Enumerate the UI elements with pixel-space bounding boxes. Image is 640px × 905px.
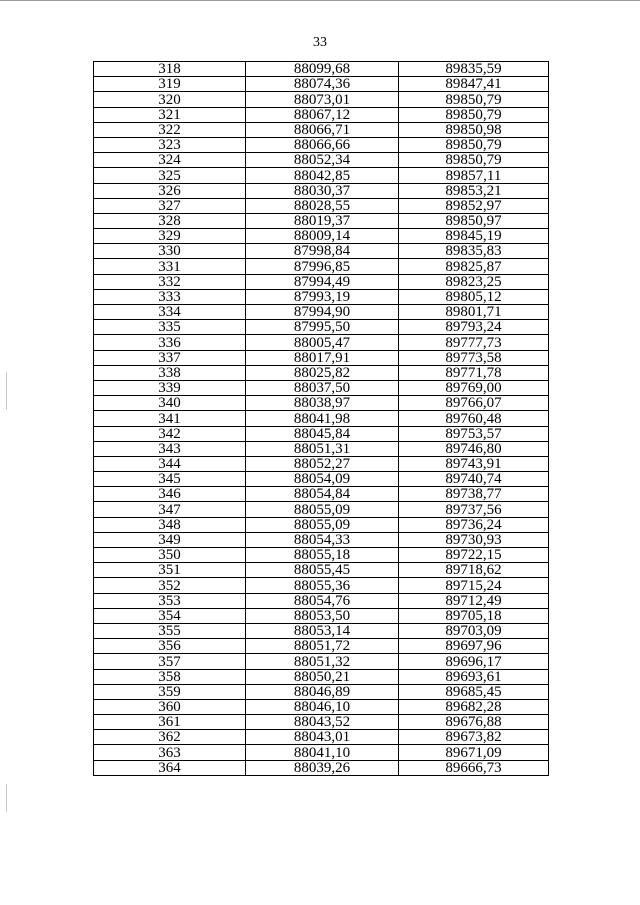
x-coordinate-cell: 88017,91 [246,350,399,365]
y-coordinate-cell: 89766,07 [399,396,549,411]
table-row [94,107,549,122]
y-coordinate-cell: 89718,62 [399,563,549,578]
y-coordinate-cell: 89743,91 [399,456,549,471]
point-number-cell: 335 [94,320,246,335]
y-coordinate-cell: 89853,21 [399,183,549,198]
point-number-cell: 355 [94,623,246,638]
point-number-cell: 333 [94,289,246,304]
table-row [94,760,549,775]
x-coordinate-cell: 88042,85 [246,168,399,183]
y-coordinate-cell: 89740,74 [399,472,549,487]
point-number-cell: 321 [94,107,246,122]
y-coordinate-cell: 89793,24 [399,320,549,335]
table-row [94,380,549,395]
point-number-cell: 331 [94,259,246,274]
point-number-cell: 327 [94,198,246,213]
y-coordinate-cell: 89746,80 [399,441,549,456]
x-coordinate-cell: 88038,97 [246,396,399,411]
y-coordinate-cell: 89850,79 [399,107,549,122]
x-coordinate-cell: 87998,84 [246,244,399,259]
table-row [94,548,549,563]
table-row [94,715,549,730]
coordinates-table [93,61,549,776]
point-number-cell: 336 [94,335,246,350]
y-coordinate-cell: 89850,79 [399,92,549,107]
table-row [94,259,549,274]
x-coordinate-cell: 88043,52 [246,715,399,730]
x-coordinate-cell: 88037,50 [246,380,399,395]
x-coordinate-cell: 88041,98 [246,411,399,426]
y-coordinate-cell: 89697,96 [399,639,549,654]
x-coordinate-cell: 88025,82 [246,365,399,380]
table-row [94,654,549,669]
y-coordinate-cell: 89850,79 [399,137,549,152]
x-coordinate-cell: 87994,49 [246,274,399,289]
point-number-cell: 328 [94,213,246,228]
table-row [94,396,549,411]
table-row [94,335,549,350]
y-coordinate-cell: 89769,00 [399,380,549,395]
table-row [94,411,549,426]
y-coordinate-cell: 89682,28 [399,699,549,714]
x-coordinate-cell: 88054,33 [246,532,399,547]
x-coordinate-cell: 88028,55 [246,198,399,213]
table-row [94,593,549,608]
table-row [94,213,549,228]
point-number-cell: 349 [94,532,246,547]
point-number-cell: 342 [94,426,246,441]
point-number-cell: 322 [94,122,246,137]
x-coordinate-cell: 88051,31 [246,441,399,456]
x-coordinate-cell: 88067,12 [246,107,399,122]
table-row [94,426,549,441]
x-coordinate-cell: 88066,66 [246,137,399,152]
x-coordinate-cell: 88051,72 [246,639,399,654]
point-number-cell: 359 [94,684,246,699]
y-coordinate-cell: 89823,25 [399,274,549,289]
table-row [94,502,549,517]
y-coordinate-cell: 89666,73 [399,760,549,775]
point-number-cell: 330 [94,244,246,259]
point-number-cell: 351 [94,563,246,578]
y-coordinate-cell: 89738,77 [399,487,549,502]
table-row [94,274,549,289]
y-coordinate-cell: 89777,73 [399,335,549,350]
y-coordinate-cell: 89705,18 [399,608,549,623]
y-coordinate-cell: 89845,19 [399,229,549,244]
x-coordinate-cell: 88055,09 [246,502,399,517]
point-number-cell: 329 [94,229,246,244]
x-coordinate-cell: 88054,76 [246,593,399,608]
point-number-cell: 356 [94,639,246,654]
point-number-cell: 354 [94,608,246,623]
table-row [94,639,549,654]
table-row [94,472,549,487]
table-row [94,456,549,471]
table-row [94,289,549,304]
point-number-cell: 332 [94,274,246,289]
table-row [94,699,549,714]
table-row [94,563,549,578]
table-row [94,320,549,335]
point-number-cell: 341 [94,411,246,426]
y-coordinate-cell: 89847,41 [399,77,549,92]
point-number-cell: 344 [94,456,246,471]
y-coordinate-cell: 89753,57 [399,426,549,441]
point-number-cell: 334 [94,305,246,320]
x-coordinate-cell: 88073,01 [246,92,399,107]
y-coordinate-cell: 89703,09 [399,623,549,638]
y-coordinate-cell: 89850,98 [399,122,549,137]
x-coordinate-cell: 88052,34 [246,153,399,168]
point-number-cell: 339 [94,380,246,395]
scan-margin-mark [6,784,7,812]
point-number-cell: 358 [94,669,246,684]
table-row [94,350,549,365]
table-row [94,62,549,77]
y-coordinate-cell: 89696,17 [399,654,549,669]
x-coordinate-cell: 88050,21 [246,669,399,684]
y-coordinate-cell: 89825,87 [399,259,549,274]
point-number-cell: 318 [94,62,246,77]
point-number-cell: 346 [94,487,246,502]
table-row [94,365,549,380]
point-number-cell: 361 [94,715,246,730]
y-coordinate-cell: 89805,12 [399,289,549,304]
y-coordinate-cell: 89736,24 [399,517,549,532]
point-number-cell: 363 [94,745,246,760]
x-coordinate-cell: 88066,71 [246,122,399,137]
table-row [94,578,549,593]
table-row [94,198,549,213]
x-coordinate-cell: 88053,50 [246,608,399,623]
point-number-cell: 348 [94,517,246,532]
y-coordinate-cell: 89671,09 [399,745,549,760]
x-coordinate-cell: 88030,37 [246,183,399,198]
point-number-cell: 338 [94,365,246,380]
y-coordinate-cell: 89850,79 [399,153,549,168]
y-coordinate-cell: 89771,78 [399,365,549,380]
table-row [94,168,549,183]
x-coordinate-cell: 87994,90 [246,305,399,320]
y-coordinate-cell: 89673,82 [399,730,549,745]
point-number-cell: 324 [94,153,246,168]
point-number-cell: 350 [94,548,246,563]
y-coordinate-cell: 89857,11 [399,168,549,183]
point-number-cell: 352 [94,578,246,593]
table-row [94,441,549,456]
y-coordinate-cell: 89801,71 [399,305,549,320]
y-coordinate-cell: 89722,15 [399,548,549,563]
x-coordinate-cell: 88054,84 [246,487,399,502]
point-number-cell: 347 [94,502,246,517]
y-coordinate-cell: 89712,49 [399,593,549,608]
x-coordinate-cell: 88005,47 [246,335,399,350]
y-coordinate-cell: 89685,45 [399,684,549,699]
point-number-cell: 353 [94,593,246,608]
table-row [94,244,549,259]
table-row [94,305,549,320]
point-number-cell: 343 [94,441,246,456]
x-coordinate-cell: 88046,10 [246,699,399,714]
x-coordinate-cell: 88074,36 [246,77,399,92]
point-number-cell: 323 [94,137,246,152]
point-number-cell: 362 [94,730,246,745]
table-row [94,229,549,244]
page-top-edge [0,0,640,1]
x-coordinate-cell: 88019,37 [246,213,399,228]
x-coordinate-cell: 88045,84 [246,426,399,441]
point-number-cell: 319 [94,77,246,92]
x-coordinate-cell: 88055,09 [246,517,399,532]
table-row [94,517,549,532]
point-number-cell: 320 [94,92,246,107]
x-coordinate-cell: 87996,85 [246,259,399,274]
table-row [94,487,549,502]
page-number: 33 [313,35,327,50]
scan-margin-mark [6,372,7,410]
table-row [94,623,549,638]
x-coordinate-cell: 88039,26 [246,760,399,775]
x-coordinate-cell: 87993,19 [246,289,399,304]
point-number-cell: 337 [94,350,246,365]
table-row [94,77,549,92]
y-coordinate-cell: 89737,56 [399,502,549,517]
point-number-cell: 345 [94,472,246,487]
y-coordinate-cell: 89835,59 [399,62,549,77]
point-number-cell: 357 [94,654,246,669]
x-coordinate-cell: 88041,10 [246,745,399,760]
x-coordinate-cell: 88051,32 [246,654,399,669]
y-coordinate-cell: 89852,97 [399,198,549,213]
x-coordinate-cell: 88055,45 [246,563,399,578]
table-row [94,153,549,168]
y-coordinate-cell: 89715,24 [399,578,549,593]
table-row [94,92,549,107]
x-coordinate-cell: 88046,89 [246,684,399,699]
point-number-cell: 326 [94,183,246,198]
point-number-cell: 364 [94,760,246,775]
table-row [94,684,549,699]
table-row [94,532,549,547]
y-coordinate-cell: 89773,58 [399,350,549,365]
x-coordinate-cell: 88054,09 [246,472,399,487]
x-coordinate-cell: 88052,27 [246,456,399,471]
table-row [94,183,549,198]
table-row [94,137,549,152]
y-coordinate-cell: 89835,83 [399,244,549,259]
x-coordinate-cell: 88099,68 [246,62,399,77]
y-coordinate-cell: 89730,93 [399,532,549,547]
y-coordinate-cell: 89760,48 [399,411,549,426]
x-coordinate-cell: 88055,18 [246,548,399,563]
table-row [94,745,549,760]
table-row [94,669,549,684]
point-number-cell: 360 [94,699,246,714]
x-coordinate-cell: 88053,14 [246,623,399,638]
point-number-cell: 340 [94,396,246,411]
table-row [94,122,549,137]
y-coordinate-cell: 89850,97 [399,213,549,228]
table-row [94,608,549,623]
x-coordinate-cell: 88043,01 [246,730,399,745]
y-coordinate-cell: 89676,88 [399,715,549,730]
x-coordinate-cell: 87995,50 [246,320,399,335]
y-coordinate-cell: 89693,61 [399,669,549,684]
x-coordinate-cell: 88009,14 [246,229,399,244]
table-row [94,730,549,745]
coordinates-table-body [94,62,549,776]
x-coordinate-cell: 88055,36 [246,578,399,593]
point-number-cell: 325 [94,168,246,183]
